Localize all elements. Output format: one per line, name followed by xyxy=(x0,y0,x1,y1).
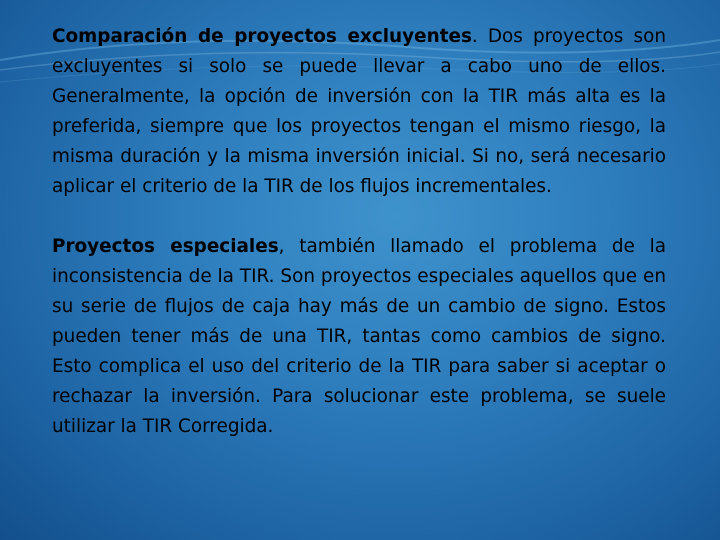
term-excluyentes: Comparación de proyectos excluyentes xyxy=(52,26,472,47)
term-especiales: Proyectos especiales xyxy=(52,236,279,257)
paragraph-especiales xyxy=(52,232,666,442)
paragraph-excluyentes-text: . Dos proyectos son excluyentes si solo se puede llevar a cabo uno de ellos. Generalmente, la opción de inversión con la TIR más alta es la preferida, siempre que los proyectos tengan el mismo riesgo, la misma duración y la misma inversión inicial. Si no, será necesario aplicar el criterio de la TIR de los flujos incrementales. xyxy=(52,26,666,197)
paragraph-especiales-text: , también llamado el problema de la inconsistencia de la TIR. Son proyectos especiales aquellos que en su serie de flujos de caja hay más de un cambio de signo. Estos pueden tener más de una TIR, tantas como cambios de signo. Esto complica el uso del criterio de la TIR para saber si aceptar o rechazar la inversión. Para solucionar este problema, se suele utilizar la TIR Corregida. xyxy=(52,236,666,437)
paragraph-excluyentes xyxy=(52,22,666,202)
slide-body xyxy=(52,22,666,442)
